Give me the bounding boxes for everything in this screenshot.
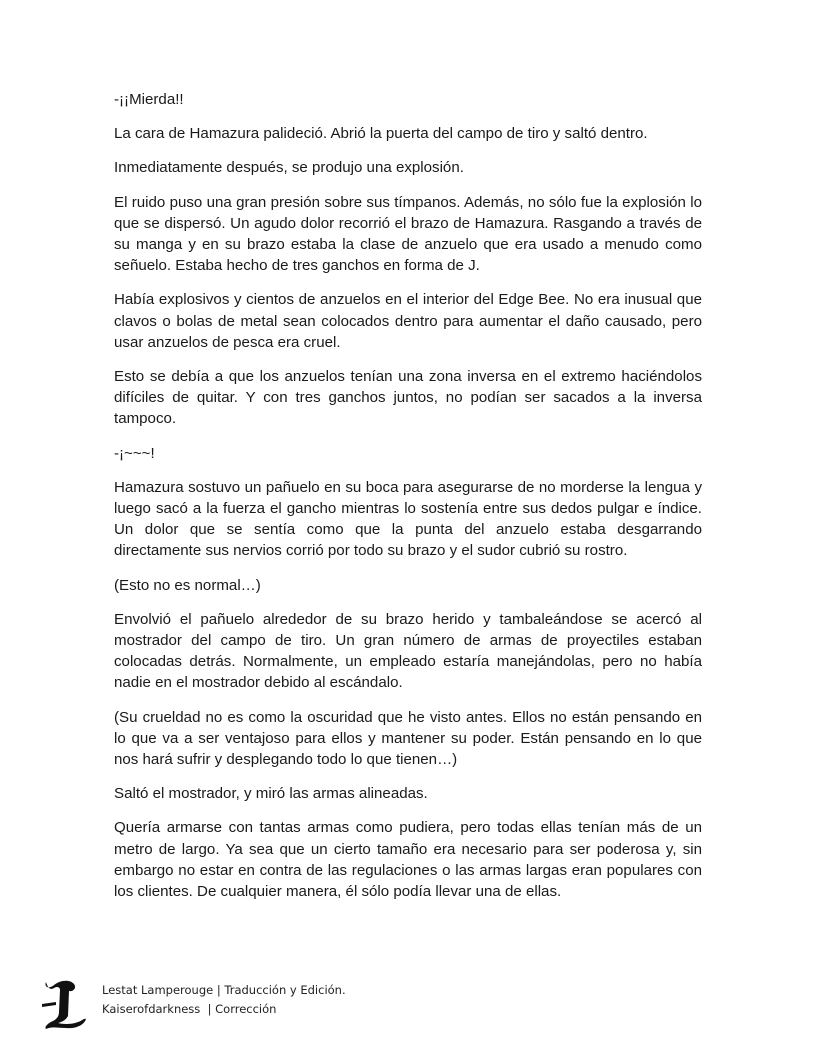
page-footer (40, 976, 440, 1036)
paragraph: -¡¡Mierda!! (114, 91, 184, 108)
paragraph: El ruido puso una gran presión sobre sus tímpanos. Además, no sólo fue la explosión lo que se dispersó. Un agudo dolor recorrió el brazo de Hamazura. Rasgando a través de su manga y en su brazo estaba la clase de anzuelo que era usado a menudo como señuelo. Estaba hecho de tres ganchos en forma de J. (114, 193, 702, 275)
credit-line-translation: Lestat Lamperouge | Traducción y Edición. (102, 983, 346, 997)
paragraph: (Esto no es normal…) (114, 576, 261, 594)
paragraph: -¡~~~! (114, 444, 155, 462)
paragraph: La cara de Hamazura palideció. Abrió la puerta del campo de tiro y saltó dentro. (114, 125, 648, 143)
paragraph: Inmediatamente después, se produjo una explosión. (114, 159, 464, 177)
paragraph: Hamazura sostuvo un pañuelo en su boca para asegurarse de no morderse la lengua y luego sacó a la fuerza el gancho mientras lo sostenía entre sus dedos pulgar e índice. Un dolor que se sentía como que la punta del anzuelo estaba desgarrando directamente sus nervios corrió por todo su brazo y el sudor cubrió su rostro. (114, 478, 702, 560)
credit-line-correction: Kaiserofdarkness | Corrección (102, 1002, 277, 1016)
paragraph: Quería armarse con tantas armas como pudiera, pero todas ellas tenían más de un metro de largo. Ya sea que un cierto tamaño era necesario para ser poderosa y, sin embargo no estar en contra de las regulaciones o las armas largas eran populares con los clientes. De cualquier manera, él sólo podía llevar una de ellas. (114, 819, 702, 901)
document-body (114, 89, 702, 915)
credits (102, 981, 346, 1019)
paragraph: (Su crueldad no es como la oscuridad que he visto antes. Ellos no están pensando en lo que va a ser ventajoso para ellos y mantener su poder. Están pensando en lo que nos hará sufrir y desplegando todo lo que tienen…) (114, 708, 702, 769)
paragraph: Saltó el mostrador, y miró las armas alineadas. (114, 785, 428, 803)
paragraph: Envolvió el pañuelo alrededor de su brazo herido y tambaleándose se acercó al mostrador del campo de tiro. Un gran número de armas de proyectiles estaban colocadas detrás. Normalmente, un empleado estaría manejándolas, pero no había nadie en el mostrador debido al escándalo. (114, 610, 702, 692)
blackletter-l-logo (40, 976, 90, 1031)
paragraph: Había explosivos y cientos de anzuelos en el interior del Edge Bee. No era inusual que clavos o bolas de metal sean colocados dentro para aumentar el daño causado, pero usar anzuelos de pesca era cruel. (114, 291, 702, 351)
paragraph: Esto se debía a que los anzuelos tenían una zona inversa en el extremo haciéndolos difíciles de quitar. Y con tres ganchos juntos, no podían ser sacados a la inversa tampoco. (114, 368, 702, 428)
